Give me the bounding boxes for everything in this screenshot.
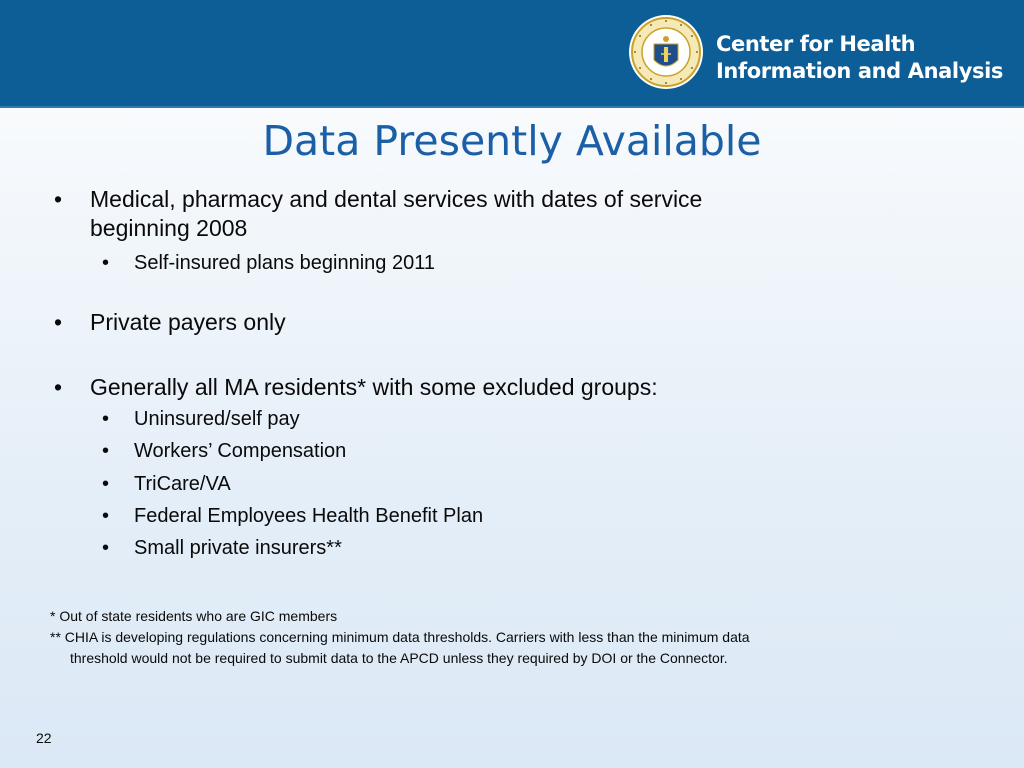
footnote-1: * Out of state residents who are GIC members [50,608,338,624]
bullet-text-continued: beginning 2008 [90,215,248,241]
slide-title: Data Presently Available [262,117,762,165]
org-name-line1: Center for Health [716,32,916,56]
bullet-text: Generally all MA residents* with some excluded groups: [90,374,658,400]
sub-bullet-item [102,250,435,276]
footnote-2: ** CHIA is developing regulations concerning minimum data thresholds. Carriers with less than the minimum data [50,629,750,645]
sub-bullet-mark: • [102,537,110,559]
sub-bullet-text: Uninsured/self pay [134,408,300,430]
sub-bullet-text: Workers’ Compensation [134,440,347,462]
page-number: 22 [36,730,52,746]
sub-bullet-mark: • [102,440,110,462]
sub-bullet-item [102,503,484,529]
bullet-text: Private payers only [90,309,286,335]
sub-bullet-text: Small private insurers** [134,537,342,559]
bullet-mark: • [54,374,63,400]
bullet-item [54,185,703,243]
bullet-text: Medical, pharmacy and dental services with dates of service [90,186,703,212]
org-name-line2: Information and Analysis [716,59,1003,83]
footnote-2-continued: threshold would not be required to submit data to the APCD unless they required by DOI or the Connector. [70,650,728,666]
sub-bullet-item [102,406,300,432]
bullet-item [54,308,286,337]
bullet-mark: • [54,309,63,335]
sub-bullet-item [102,471,231,497]
sub-bullet-text: Federal Employees Health Benefit Plan [134,505,484,527]
org-logo-text [716,31,1003,85]
sub-bullet-item [102,535,342,561]
sub-bullet-mark: • [102,505,110,527]
sub-bullet-mark: • [102,473,110,495]
sub-bullet-text: Self-insured plans beginning 2011 [134,252,435,274]
bullet-item [54,373,658,402]
header-band [0,0,1024,108]
massachusetts-seal-logo [628,14,704,90]
sub-bullet-item [102,438,347,464]
bullet-mark: • [54,186,63,212]
sub-bullet-mark: • [102,252,110,274]
sub-bullet-text: TriCare/VA [134,473,231,495]
sub-bullet-mark: • [102,408,110,430]
